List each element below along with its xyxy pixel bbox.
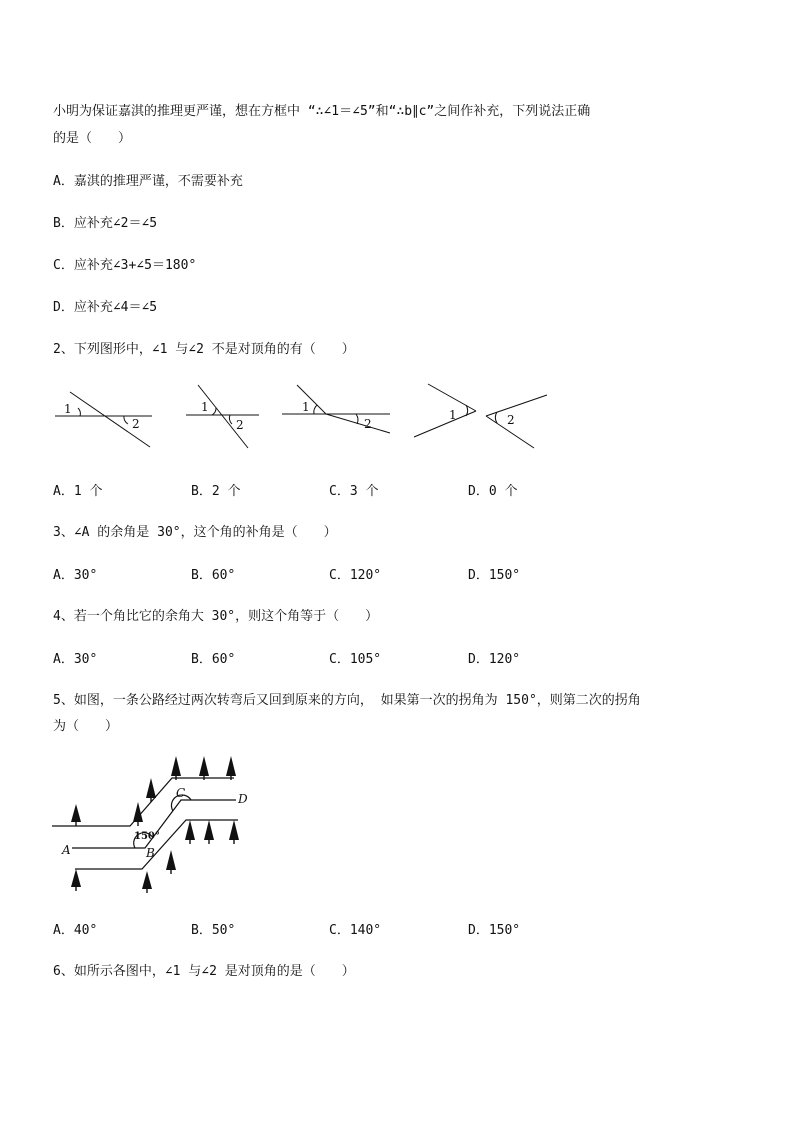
q5-option-c: C．140° [329, 923, 382, 938]
q4-stem: 4、若一个角比它的余角大 30°，则这个角等于（ ） [53, 609, 379, 624]
q2-fig1-label-2: 2 [132, 417, 140, 431]
option-a: A．嘉淇的推理严谨，不需要补充 [53, 174, 243, 189]
tree-icon [133, 802, 143, 826]
q5-option-b: B．50° [191, 923, 236, 938]
q5-stem-line-2: 为（ ） [53, 719, 119, 734]
angle-label-150: 150° [134, 831, 160, 842]
q4-option-d: D．120° [468, 652, 521, 667]
tree-icon [166, 850, 176, 874]
q5-option-d: D．150° [468, 923, 521, 938]
tree-icons [71, 756, 239, 893]
q3-stem: 3、∠A 的余角是 30°，这个角的补角是（ ） [53, 525, 337, 540]
q2-fig2-label-2: 2 [236, 418, 244, 432]
q4-option-b: B．60° [191, 652, 236, 667]
q3-option-a: A．30° [53, 568, 98, 583]
q2-figure-4 [414, 384, 547, 448]
tree-icon [185, 820, 195, 844]
tree-icon [226, 756, 236, 780]
q2-figure-2 [186, 385, 259, 448]
point-label-d: D [238, 792, 248, 806]
option-c: C．应补充∠3+∠5＝180° [53, 258, 197, 273]
tree-icon [71, 869, 81, 891]
q5-road-figure [0, 750, 794, 900]
q2-option-c: C．3 个 [329, 484, 379, 499]
q2-fig4-label-2: 2 [507, 413, 515, 427]
question-stem-line-2: 的是（ ） [53, 131, 132, 146]
point-label-b: B [146, 846, 155, 860]
q2-stem: 2、下列图形中，∠1 与∠2 不是对顶角的有（ ） [53, 342, 355, 357]
q2-figures [0, 378, 794, 458]
point-label-a: A [62, 843, 71, 857]
q2-option-d: D．0 个 [468, 484, 518, 499]
q4-option-c: C．105° [329, 652, 382, 667]
q2-fig3-label-1: 1 [302, 400, 310, 414]
q2-fig2-label-1: 1 [201, 400, 209, 414]
option-b: B．应补充∠2＝∠5 [53, 216, 158, 231]
question-stem-line-1: 小明为保证嘉淇的推理更严谨，想在方框中 “∴∠1＝∠5”和“∴b∥c”之间作补充，下列说法正确 [53, 104, 591, 119]
tree-icon [199, 756, 209, 780]
q2-option-b: B．2 个 [191, 484, 241, 499]
tree-icon [142, 871, 152, 893]
q2-figure-3 [282, 385, 390, 433]
tree-icon [71, 804, 81, 826]
q2-fig1-label-1: 1 [64, 402, 72, 416]
q4-option-a: A．30° [53, 652, 98, 667]
q3-option-b: B．60° [191, 568, 236, 583]
point-label-c: C [176, 786, 186, 800]
q2-fig3-label-2: 2 [364, 417, 372, 431]
option-d: D．应补充∠4＝∠5 [53, 300, 158, 315]
q6-stem: 6、如所示各图中，∠1 与∠2 是对顶角的是（ ） [53, 964, 355, 979]
q5-option-a: A．40° [53, 923, 98, 938]
tree-icon [204, 820, 214, 844]
q5-stem-line-1: 5、如图，一条公路经过两次转弯后又回到原来的方向， 如果第一次的拐角为 150°，则第二次的拐角 [53, 693, 641, 708]
tree-icon [229, 820, 239, 844]
tree-icon [171, 756, 181, 780]
q3-option-d: D．150° [468, 568, 521, 583]
q3-option-c: C．120° [329, 568, 382, 583]
q2-fig4-label-1: 1 [449, 408, 457, 422]
q2-option-a: A．1 个 [53, 484, 103, 499]
